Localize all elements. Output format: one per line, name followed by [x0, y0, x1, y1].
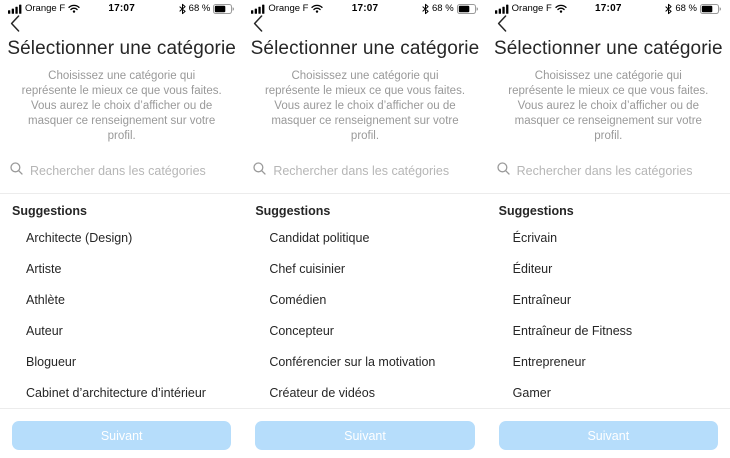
wifi-icon: [555, 4, 567, 13]
time-label: 17:07: [595, 3, 622, 14]
category-item[interactable]: Entraîneur de Fitness: [487, 315, 730, 346]
category-list: [243, 220, 486, 408]
back-button[interactable]: [253, 14, 275, 36]
search-icon: [253, 162, 266, 180]
wifi-icon: [68, 4, 80, 13]
battery-icon: [213, 4, 235, 14]
category-item[interactable]: Créateur de vidéos: [243, 377, 486, 408]
category-item[interactable]: Athlète: [0, 284, 243, 315]
carrier-label: Orange F: [268, 3, 309, 14]
suggestions-header: Suggestions: [255, 204, 331, 218]
search-icon: [497, 162, 510, 180]
page-description: Choisissez une catégorie qui représente le mieux ce que vous faites. Vous aurez le choix d’afficher ou de masquer ce renseignement sur votre profil.: [264, 70, 466, 142]
category-list: [0, 220, 243, 408]
time-label: 17:07: [108, 3, 135, 14]
battery-icon: [700, 4, 722, 14]
chevron-left-icon: [497, 15, 507, 35]
search-input[interactable]: [517, 164, 720, 178]
status-bar: [243, 0, 486, 14]
bluetooth-icon: [179, 4, 186, 14]
page-description: Choisissez une catégorie qui représente le mieux ce que vous faites. Vous aurez le choix d’afficher ou de masquer ce renseignement sur votre profil.: [21, 70, 222, 142]
search-bar: [497, 162, 720, 180]
category-item[interactable]: Éditeur: [487, 253, 730, 284]
battery-percent-label: 68 %: [675, 3, 697, 14]
bluetooth-icon: [665, 4, 672, 14]
category-item[interactable]: Candidat politique: [243, 222, 486, 253]
search-input[interactable]: [273, 164, 476, 178]
nav-bar: [487, 14, 730, 36]
category-item[interactable]: Chef cuisinier: [243, 253, 486, 284]
wifi-icon: [311, 4, 323, 13]
back-button[interactable]: [497, 14, 519, 36]
carrier-label: Orange F: [25, 3, 66, 14]
page-description: Choisissez une catégorie qui représente le mieux ce que vous faites. Vous aurez le choix d’afficher ou de masquer ce renseignement sur votre profil.: [508, 70, 709, 142]
category-item[interactable]: Architecte (Design): [0, 222, 243, 253]
category-item[interactable]: Concepteur: [243, 315, 486, 346]
battery-icon: [457, 4, 479, 14]
chevron-left-icon: [10, 15, 20, 35]
battery-percent-label: 68 %: [188, 3, 211, 14]
next-button[interactable]: Suivant: [12, 421, 231, 450]
category-item[interactable]: Artiste: [0, 253, 243, 284]
battery-percent-label: 68 %: [432, 3, 454, 14]
status-bar: [0, 0, 243, 14]
footer: [487, 408, 730, 458]
search-bar: [10, 162, 233, 180]
next-button[interactable]: Suivant: [255, 421, 474, 450]
back-button[interactable]: [10, 14, 32, 36]
search-input[interactable]: [30, 164, 233, 178]
search-bar: [253, 162, 476, 180]
signal-strength-icon: [251, 4, 265, 14]
page-title: Sélectionner une catégorie: [7, 38, 236, 59]
category-item[interactable]: Entraîneur: [487, 284, 730, 315]
carrier-label: Orange F: [511, 3, 552, 14]
chevron-left-icon: [253, 15, 263, 35]
footer: [0, 408, 243, 458]
category-item[interactable]: Blogueur: [0, 346, 243, 377]
nav-bar: [243, 14, 486, 36]
search-icon: [10, 162, 23, 180]
category-item[interactable]: Gamer: [487, 377, 730, 408]
phone-screen: [243, 0, 486, 443]
status-bar: [487, 0, 730, 14]
category-item[interactable]: Entrepreneur: [487, 346, 730, 377]
page-title: Sélectionner une catégorie: [250, 38, 480, 59]
suggestions-header: Suggestions: [12, 204, 88, 218]
time-label: 17:07: [351, 3, 379, 14]
category-item[interactable]: Auteur: [0, 315, 243, 346]
bluetooth-icon: [422, 4, 429, 14]
category-item[interactable]: Conférencier sur la motivation: [243, 346, 486, 377]
category-item[interactable]: Cabinet d’architecture d’intérieur: [0, 377, 243, 408]
page-title: Sélectionner une catégorie: [493, 38, 723, 59]
category-list: [487, 220, 730, 408]
category-item[interactable]: Comédien: [243, 284, 486, 315]
signal-strength-icon: [8, 4, 22, 14]
nav-bar: [0, 14, 243, 36]
next-button[interactable]: Suivant: [499, 421, 718, 450]
signal-strength-icon: [495, 4, 509, 14]
footer: [243, 408, 486, 458]
category-item[interactable]: Écrivain: [487, 222, 730, 253]
phone-screen: [487, 0, 730, 443]
suggestions-header: Suggestions: [498, 204, 574, 218]
phone-screen: [0, 0, 243, 443]
